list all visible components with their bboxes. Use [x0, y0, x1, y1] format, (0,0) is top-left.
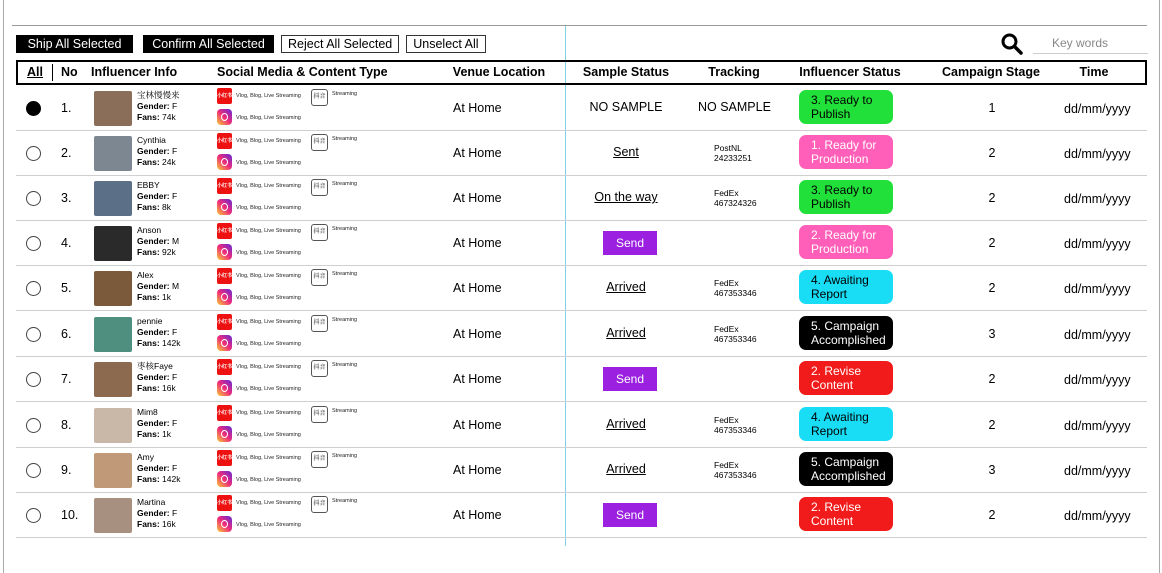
xiaohongshu-icon: 小红书	[217, 314, 232, 330]
tracking-number[interactable]: 467353346	[714, 288, 757, 298]
row-number: 10.	[61, 508, 79, 522]
row-number: 8.	[61, 418, 72, 432]
row-number: 7.	[61, 372, 72, 386]
row-select-radio[interactable]	[26, 146, 41, 161]
instagram-icon	[217, 109, 232, 125]
row-time: dd/mm/yyyy	[1064, 102, 1131, 116]
status-line-2: Accomplished	[811, 333, 886, 347]
venue-location: At Home	[453, 418, 502, 432]
table-row	[16, 312, 1147, 357]
instagram-icon	[217, 426, 232, 442]
venue-location: At Home	[453, 236, 502, 250]
send-sample-button[interactable]: Send	[603, 503, 657, 527]
xiaohongshu-icon: 小红书	[217, 178, 232, 194]
xiaohongshu-content-type: Vlog, Blog, Live Streaming	[236, 364, 301, 370]
row-time: dd/mm/yyyy	[1064, 373, 1131, 387]
douyin-content-type: Streaming	[332, 181, 358, 187]
influencer-fans: 74k	[162, 112, 176, 122]
status-line-1: 2. Revise	[811, 500, 862, 514]
influencer-name[interactable]: Anson	[137, 225, 162, 235]
row-select-radio[interactable]	[26, 463, 41, 478]
status-line-1: 5. Campaign	[811, 455, 880, 469]
instagram-content-type: Vlog, Blog, Live Streaming	[236, 341, 301, 347]
tracking-carrier: FedEx	[714, 188, 739, 198]
bulk-action-toolbar	[16, 35, 486, 53]
influencer-fans: 24k	[162, 157, 176, 167]
tracking-carrier: FedEx	[714, 460, 739, 470]
instagram-content-type: Vlog, Blog, Live Streaming	[236, 432, 301, 438]
campaign-stage: 2	[988, 508, 996, 522]
influencer-info: Mim8 Gender: F Fans: 1k	[137, 407, 178, 439]
search-bar	[1000, 32, 1150, 54]
table-row	[16, 403, 1147, 448]
xiaohongshu-content-type: Vlog, Blog, Live Streaming	[236, 500, 301, 506]
influencer-gender: F	[171, 508, 178, 518]
influencer-gender: F	[171, 327, 178, 337]
influencer-info: Cynthia Gender: F Fans: 24k	[137, 135, 178, 167]
social-media-cell	[217, 359, 447, 401]
tracking-carrier: FedEx	[714, 415, 739, 425]
influencer-status-badge[interactable]	[799, 135, 893, 169]
social-media-cell	[217, 314, 447, 356]
influencer-info: Martina Gender: F Fans: 16k	[137, 497, 178, 529]
tracking-number[interactable]: 467353346	[714, 470, 757, 480]
status-line-2: Report	[811, 287, 848, 301]
social-media-cell	[217, 133, 447, 175]
xiaohongshu-content-type: Vlog, Blog, Live Streaming	[236, 93, 301, 99]
select-all-link[interactable]: All	[27, 65, 43, 79]
douyin-icon: 抖音	[311, 179, 328, 196]
instagram-icon	[217, 516, 232, 532]
douyin-icon: 抖音	[311, 224, 328, 241]
influencer-gender: M	[171, 236, 180, 246]
influencer-status-badge[interactable]	[799, 407, 893, 441]
venue-location: At Home	[453, 146, 502, 160]
influencer-gender: M	[171, 281, 180, 291]
status-line-1: 4. Awaiting	[811, 410, 869, 424]
row-select-radio[interactable]	[26, 236, 41, 251]
status-line-1: 2. Ready for	[811, 228, 877, 242]
search-icon[interactable]	[1000, 32, 1024, 56]
row-select-radio[interactable]	[26, 372, 41, 387]
tracking-info	[714, 460, 757, 480]
row-number: 1.	[61, 101, 72, 115]
campaign-stage: 2	[988, 372, 996, 386]
row-select-radio[interactable]	[26, 327, 41, 342]
douyin-content-type: Streaming	[332, 271, 358, 277]
sample-status-text: NO SAMPLE	[589, 100, 663, 114]
xiaohongshu-content-type: Vlog, Blog, Live Streaming	[236, 138, 301, 144]
send-sample-button[interactable]: Send	[603, 367, 657, 391]
social-media-cell	[217, 268, 447, 310]
xiaohongshu-icon: 小红书	[217, 223, 232, 239]
status-line-1: 2. Revise	[811, 364, 862, 378]
sample-status-link[interactable]: Arrived	[606, 462, 646, 476]
status-line-1: 3. Ready to	[811, 93, 873, 107]
influencer-status-badge[interactable]	[799, 270, 893, 304]
row-number: 9.	[61, 463, 72, 477]
row-time: dd/mm/yyyy	[1064, 328, 1131, 342]
xiaohongshu-icon: 小红书	[217, 450, 232, 466]
social-media-cell	[217, 450, 447, 492]
row-number: 3.	[61, 191, 72, 205]
tracking-info	[714, 278, 757, 298]
campaign-stage: 2	[988, 418, 996, 432]
influencer-name[interactable]: Mim8	[137, 407, 158, 417]
xiaohongshu-icon: 小红书	[217, 133, 232, 149]
douyin-content-type: Streaming	[332, 317, 358, 323]
ship-all-selected-button[interactable]: Ship All Selected	[16, 35, 133, 53]
table-row	[16, 448, 1147, 493]
douyin-content-type: Streaming	[332, 498, 358, 504]
douyin-content-type: Streaming	[332, 91, 358, 97]
status-line-2: Content	[811, 514, 854, 528]
header-campaign-stage: Campaign Stage	[942, 65, 1040, 79]
header-social-media: Social Media & Content Type	[217, 65, 388, 79]
douyin-icon: 抖音	[311, 269, 328, 286]
influencer-gender: F	[171, 463, 178, 473]
xiaohongshu-icon: 小红书	[217, 405, 232, 421]
sample-status-link[interactable]: Arrived	[606, 280, 646, 294]
campaign-stage: 1	[988, 101, 996, 115]
avatar[interactable]	[94, 226, 132, 261]
influencer-status-badge[interactable]	[799, 225, 893, 259]
table-row	[16, 221, 1147, 266]
venue-location: At Home	[453, 281, 502, 295]
douyin-icon: 抖音	[311, 406, 328, 423]
tracking-number[interactable]: 467353346	[714, 334, 757, 344]
instagram-icon	[217, 471, 232, 487]
influencer-status-badge[interactable]	[799, 180, 893, 214]
header-no: No	[61, 65, 78, 79]
influencer-status-badge[interactable]	[799, 361, 893, 395]
venue-location: At Home	[453, 463, 502, 477]
table-row	[16, 493, 1147, 538]
influencer-fans: 8k	[162, 202, 172, 212]
avatar[interactable]	[94, 362, 132, 397]
row-time: dd/mm/yyyy	[1064, 147, 1131, 161]
table-row	[16, 86, 1147, 131]
avatar[interactable]	[94, 271, 132, 306]
influencer-gender: F	[171, 372, 178, 382]
status-line-1: 5. Campaign	[811, 319, 880, 333]
xiaohongshu-icon: 小红书	[217, 495, 232, 511]
row-time: dd/mm/yyyy	[1064, 237, 1131, 251]
instagram-icon	[217, 289, 232, 305]
tracking-info	[714, 143, 752, 163]
tracking-info	[714, 415, 757, 435]
influencer-fans: 1k	[162, 429, 172, 439]
douyin-content-type: Streaming	[332, 408, 358, 414]
instagram-content-type: Vlog, Blog, Live Streaming	[236, 295, 301, 301]
top-divider	[12, 25, 1147, 26]
row-time: dd/mm/yyyy	[1064, 192, 1131, 206]
venue-location: At Home	[453, 101, 502, 115]
venue-location: At Home	[453, 508, 502, 522]
row-number: 6.	[61, 327, 72, 341]
venue-location: At Home	[453, 372, 502, 386]
header-influencer-info: Influencer Info	[91, 65, 178, 79]
avatar[interactable]	[94, 136, 132, 171]
tracking-carrier: PostNL	[714, 143, 742, 153]
avatar[interactable]	[94, 317, 132, 352]
influencer-gender: F	[171, 101, 178, 111]
header-influencer-status: Influencer Status	[799, 65, 901, 79]
social-media-cell	[217, 88, 447, 130]
xiaohongshu-content-type: Vlog, Blog, Live Streaming	[236, 455, 301, 461]
campaign-stage: 3	[988, 463, 996, 477]
instagram-icon	[217, 199, 232, 215]
header-tracking: Tracking	[708, 65, 760, 79]
row-select-radio[interactable]	[26, 191, 41, 206]
tracking-number[interactable]: 467324326	[714, 198, 757, 208]
influencer-name[interactable]: pennie	[137, 316, 163, 326]
influencer-name[interactable]: Amy	[137, 452, 154, 462]
xiaohongshu-content-type: Vlog, Blog, Live Streaming	[236, 228, 301, 234]
xiaohongshu-content-type: Vlog, Blog, Live Streaming	[236, 273, 301, 279]
instagram-content-type: Vlog, Blog, Live Streaming	[236, 477, 301, 483]
tracking-info	[714, 324, 757, 344]
tracking-info	[714, 188, 757, 208]
influencer-info: 枣核Faye Gender: F Fans: 16k	[137, 361, 178, 393]
douyin-content-type: Streaming	[332, 136, 358, 142]
status-line-2: Publish	[811, 197, 851, 211]
influencer-name[interactable]: EBBY	[137, 180, 160, 190]
row-select-radio[interactable]	[26, 508, 41, 523]
status-line-2: Report	[811, 424, 848, 438]
xiaohongshu-icon: 小红书	[217, 359, 232, 375]
douyin-content-type: Streaming	[332, 362, 358, 368]
influencer-info: Alex Gender: M Fans: 1k	[137, 270, 180, 302]
influencer-info: Amy Gender: F Fans: 142k	[137, 452, 181, 484]
influencer-name[interactable]: 枣核Faye	[137, 361, 173, 371]
send-sample-button[interactable]: Send	[603, 231, 657, 255]
social-media-cell	[217, 495, 447, 537]
avatar[interactable]	[94, 408, 132, 443]
instagram-content-type: Vlog, Blog, Live Streaming	[236, 386, 301, 392]
status-line-2: Production	[811, 242, 869, 256]
row-number: 4.	[61, 236, 72, 250]
influencer-status-badge[interactable]	[799, 90, 893, 124]
douyin-icon: 抖音	[311, 496, 328, 513]
instagram-icon	[217, 154, 232, 170]
douyin-icon: 抖音	[311, 315, 328, 332]
sample-status-link[interactable]: On the way	[594, 190, 658, 204]
influencer-info: 宝林慢慢来 Gender: F Fans: 74k	[137, 90, 180, 122]
table-row	[16, 357, 1147, 402]
header-sample-status: Sample Status	[582, 65, 670, 79]
instagram-icon	[217, 380, 232, 396]
status-line-1: 3. Ready to	[811, 183, 873, 197]
avatar[interactable]	[94, 453, 132, 488]
confirm-all-selected-button[interactable]: Confirm All Selected	[143, 35, 274, 53]
influencer-fans: 1k	[162, 292, 172, 302]
douyin-icon: 抖音	[311, 89, 328, 106]
row-select-radio[interactable]	[26, 418, 41, 433]
table-row	[16, 131, 1147, 176]
instagram-content-type: Vlog, Blog, Live Streaming	[236, 522, 301, 528]
header-time: Time	[1079, 65, 1109, 79]
campaign-stage: 3	[988, 327, 996, 341]
xiaohongshu-content-type: Vlog, Blog, Live Streaming	[236, 183, 301, 189]
instagram-content-type: Vlog, Blog, Live Streaming	[236, 160, 301, 166]
avatar[interactable]	[94, 181, 132, 216]
influencer-info: Anson Gender: M Fans: 92k	[137, 225, 180, 257]
tracking-number[interactable]: 467353346	[714, 425, 757, 435]
header-venue-location: Venue Location	[452, 65, 546, 79]
instagram-content-type: Vlog, Blog, Live Streaming	[236, 250, 301, 256]
instagram-icon	[217, 244, 232, 260]
row-number: 2.	[61, 146, 72, 160]
xiaohongshu-content-type: Vlog, Blog, Live Streaming	[236, 319, 301, 325]
campaign-stage: 2	[988, 281, 996, 295]
douyin-icon: 抖音	[311, 451, 328, 468]
influencer-info: pennie Gender: F Fans: 142k	[137, 316, 181, 348]
influencer-name[interactable]: Martina	[137, 497, 166, 507]
unselect-all-button[interactable]: Unselect All	[406, 35, 485, 53]
douyin-icon: 抖音	[311, 134, 328, 151]
campaign-stage: 2	[988, 236, 996, 250]
tracking-carrier: FedEx	[714, 278, 739, 288]
influencer-fans: 92k	[162, 247, 176, 257]
influencer-name[interactable]: 宝林慢慢来	[137, 90, 180, 100]
table-row	[16, 176, 1147, 221]
instagram-content-type: Vlog, Blog, Live Streaming	[236, 115, 301, 121]
search-input[interactable]	[1033, 32, 1148, 54]
tracking-carrier: FedEx	[714, 324, 739, 334]
table-row	[16, 266, 1147, 311]
campaign-stage: 2	[988, 191, 996, 205]
instagram-icon	[217, 335, 232, 351]
influencer-name[interactable]: Alex	[137, 270, 154, 280]
header-separator	[52, 64, 53, 81]
influencer-status-badge[interactable]	[799, 452, 893, 486]
tracking-text: NO SAMPLE	[698, 100, 771, 114]
status-line-2: Publish	[811, 107, 851, 121]
douyin-content-type: Streaming	[332, 453, 358, 459]
avatar[interactable]	[94, 498, 132, 533]
influencer-fans: 142k	[162, 474, 181, 484]
influencer-info: EBBY Gender: F Fans: 8k	[137, 180, 178, 212]
influencer-fans: 142k	[162, 338, 181, 348]
influencer-fans: 16k	[162, 519, 176, 529]
sample-status-link[interactable]: Sent	[613, 145, 639, 159]
venue-location: At Home	[453, 191, 502, 205]
row-time: dd/mm/yyyy	[1064, 464, 1131, 478]
status-line-1: 1. Ready for	[811, 138, 877, 152]
campaign-stage: 2	[988, 146, 996, 160]
influencer-status-badge[interactable]	[799, 316, 893, 350]
row-time: dd/mm/yyyy	[1064, 509, 1131, 523]
social-media-cell	[217, 223, 447, 265]
social-media-cell	[217, 405, 447, 447]
influencer-fans: 16k	[162, 383, 176, 393]
sample-status-link[interactable]: Arrived	[606, 326, 646, 340]
influencer-gender: F	[171, 191, 178, 201]
xiaohongshu-icon: 小红书	[217, 268, 232, 284]
xiaohongshu-content-type: Vlog, Blog, Live Streaming	[236, 410, 301, 416]
row-time: dd/mm/yyyy	[1064, 282, 1131, 296]
influencer-status-badge[interactable]	[799, 497, 893, 531]
douyin-content-type: Streaming	[332, 226, 358, 232]
instagram-content-type: Vlog, Blog, Live Streaming	[236, 205, 301, 211]
status-line-2: Content	[811, 378, 854, 392]
status-line-2: Accomplished	[811, 469, 886, 483]
row-time: dd/mm/yyyy	[1064, 419, 1131, 433]
xiaohongshu-icon: 小红书	[217, 88, 232, 104]
table-header	[16, 60, 1147, 85]
venue-location: At Home	[453, 327, 502, 341]
row-select-radio[interactable]	[26, 281, 41, 296]
douyin-icon: 抖音	[311, 360, 328, 377]
tracking-number[interactable]: 24233251	[714, 153, 752, 163]
influencer-gender: F	[171, 146, 178, 156]
avatar[interactable]	[94, 91, 132, 126]
reject-all-selected-button[interactable]: Reject All Selected	[281, 35, 399, 53]
row-number: 5.	[61, 281, 72, 295]
status-line-1: 4. Awaiting	[811, 273, 869, 287]
influencer-gender: F	[171, 418, 178, 428]
influencer-name[interactable]: Cynthia	[137, 135, 166, 145]
social-media-cell	[217, 178, 447, 220]
status-line-2: Production	[811, 152, 869, 166]
sample-status-link[interactable]: Arrived	[606, 417, 646, 431]
row-select-radio[interactable]	[26, 101, 41, 116]
